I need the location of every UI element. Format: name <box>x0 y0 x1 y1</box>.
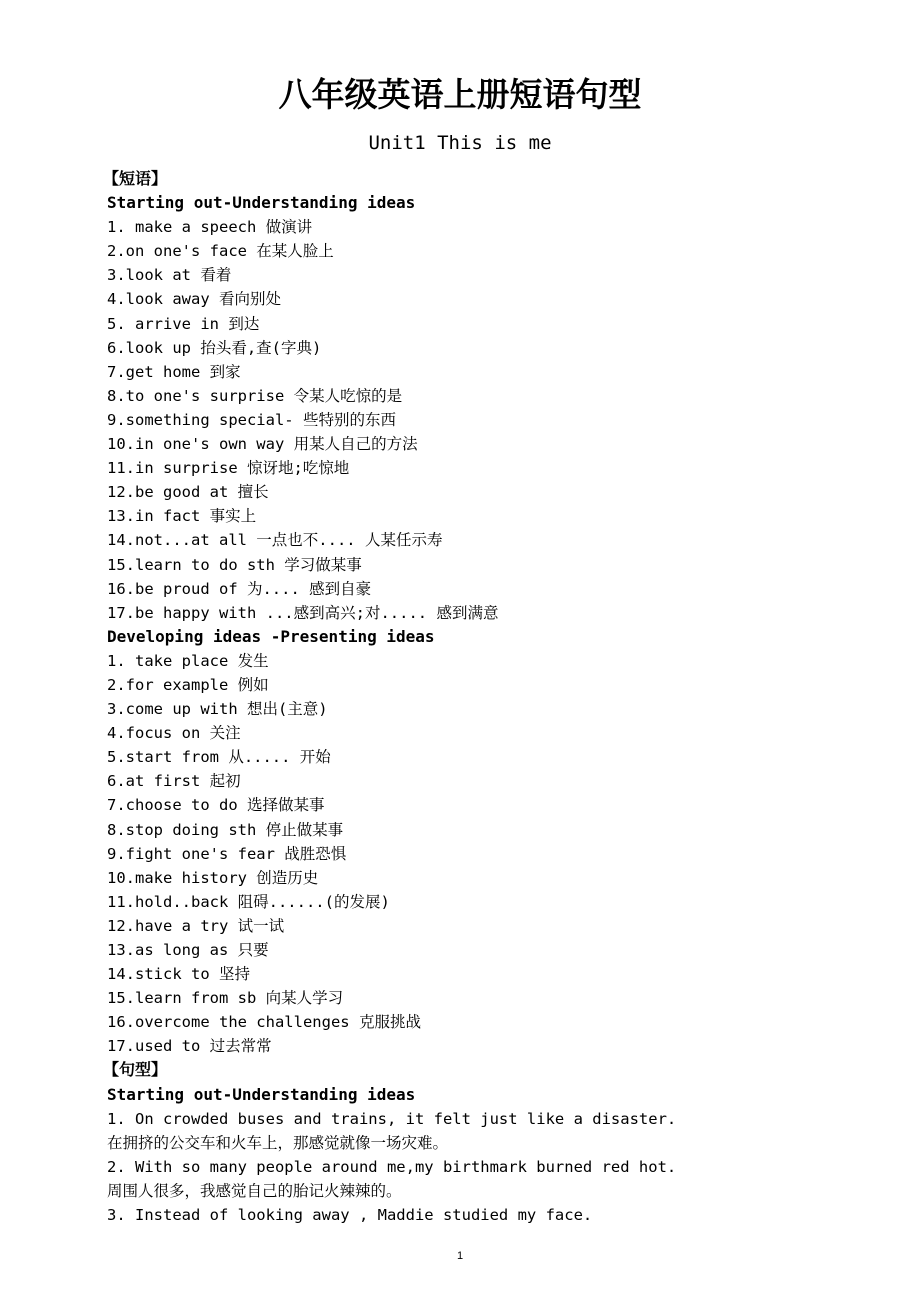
phrase-item: 16.be proud of 为.... 感到自豪 <box>107 579 372 598</box>
phrase-item: 3.look at 看着 <box>107 266 232 285</box>
phrase-item: 5.start from 从..... 开始 <box>107 748 331 767</box>
phrase-item: 17.be happy with ...感到高兴;对..... 感到满意 <box>107 603 499 622</box>
phrase-item: 14.not...at all 一点也不.... 人某任示寿 <box>107 531 443 550</box>
phrase-item: 11.hold..back 阻碍......(的发展) <box>107 892 390 911</box>
phrase-item: 1. take place 发生 <box>107 651 269 670</box>
phrase-item: 2.for example 例如 <box>107 675 269 694</box>
phrase-item: 11.in surprise 惊讶地;吃惊地 <box>107 459 350 478</box>
sentence-line: 2. With so many people around me,my birthmark burned red hot. <box>107 1157 677 1176</box>
sentence-line: 在拥挤的公交车和火车上，那感觉就像一场灾难。 <box>107 1133 449 1152</box>
phrase-item: 13.as long as 只要 <box>107 941 269 959</box>
phrase-item: 10.make history 创造历史 <box>107 868 319 887</box>
phrase-item: 6.look up 抬头看,查(字典) <box>107 338 322 357</box>
phrase-item: 5. arrive in 到达 <box>107 314 260 333</box>
sentence-line: 1. On crowded buses and trains, it felt just like a disaster. <box>107 1109 677 1128</box>
phrase-item: 9.fight one's fear 战胜恐惧 <box>107 844 347 863</box>
phrase-item: 9.something special- 些特别的东西 <box>107 410 396 429</box>
phrase-item: 14.stick to 坚持 <box>107 965 250 984</box>
phrase-item: 8.to one's surprise 令某人吃惊的是 <box>107 386 403 405</box>
phrase-item: 1. make a speech 做演讲 <box>107 218 313 237</box>
phrase-item: 4.look away 看向别处 <box>107 290 281 309</box>
phrase-item: 6.at first 起初 <box>107 772 241 791</box>
phrase-item: 4.focus on 关注 <box>107 724 241 743</box>
sentences-part1-heading: Starting out-Understanding ideas <box>107 1084 416 1104</box>
phrase-item: 7.choose to do 选择做某事 <box>107 796 325 815</box>
phrase-item: 15.learn from sb 向某人学习 <box>107 989 344 1008</box>
phrase-item: 12.have a try 试一试 <box>107 916 285 935</box>
phrases-part1-list <box>107 215 807 625</box>
phrase-item: 7.get home 到家 <box>107 362 241 381</box>
sentences-part1-list <box>107 1107 807 1227</box>
sentence-line: 3. Instead of looking away , Maddie studied my face. <box>107 1206 593 1225</box>
phrase-item: 17.used to 过去常常 <box>107 1037 272 1056</box>
sentence-line: 周围人很多，我感觉自己的胎记火辣辣的。 <box>107 1181 402 1200</box>
phrase-item: 2.on one's face 在某人脸上 <box>107 242 334 261</box>
document-body <box>103 167 807 1227</box>
phrases-part2-list <box>107 649 807 1059</box>
unit-subtitle: Unit1 This is me <box>368 132 552 154</box>
phrase-item: 8.stop doing sth 停止做某事 <box>107 820 344 839</box>
phrase-item: 13.in fact 事实上 <box>107 507 257 526</box>
phrases-heading: 【短语】 <box>103 169 168 188</box>
phrases-part2-heading: Developing ideas -Presenting ideas <box>107 626 435 646</box>
phrase-item: 12.be good at 擅长 <box>107 483 269 502</box>
phrase-item: 3.come up with 想出(主意) <box>107 700 328 719</box>
page-title: 八年级英语上册短语句型 <box>278 75 642 114</box>
phrase-item: 15.learn to do sth 学习做某事 <box>107 555 362 574</box>
phrase-item: 16.overcome the challenges 克服挑战 <box>107 1013 421 1032</box>
page-number: 1 <box>456 1250 464 1262</box>
sentences-heading: 【句型】 <box>103 1060 168 1080</box>
phrase-item: 10.in one's own way 用某人自己的方法 <box>107 435 418 454</box>
phrases-part1-heading: Starting out-Understanding ideas <box>107 193 416 213</box>
